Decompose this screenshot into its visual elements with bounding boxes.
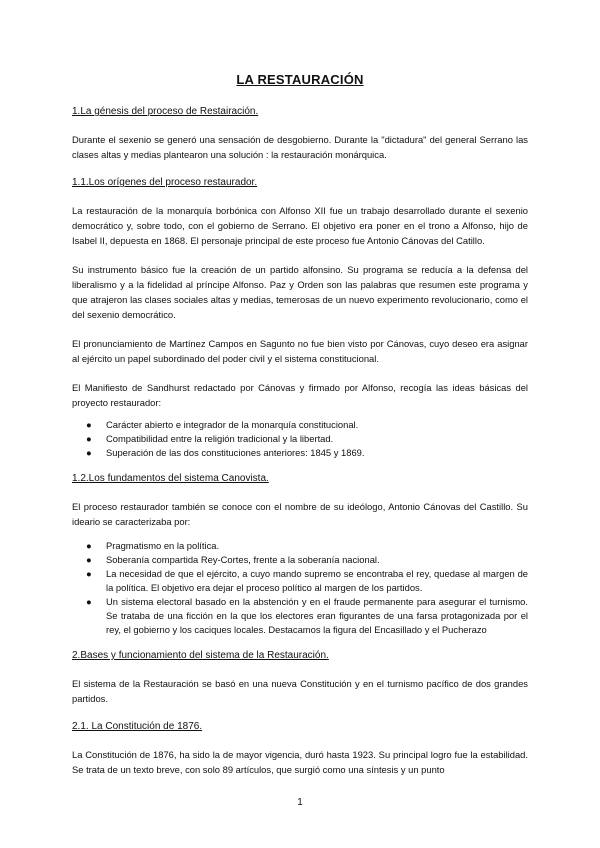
heading-genesis: 1.La génesis del proceso de Restairación. xyxy=(72,106,259,117)
document-title: LA RESTAURACIÓN xyxy=(236,72,364,87)
paragraph: La restauración de la monarquía borbónica con Alfonso XII fue un trabajo desarrollado durante el sexenio democrático y, sobre todo, con el gobierno de Serrano. El objetivo era poner en el trono a Alfonso, hijo de Isabel II, depuesta en 1868. El personaje principal de este proceso fue Antonio Cánovas del Catillo. xyxy=(72,205,528,246)
heading-fundamentos: 1.2.Los fundamentos del sistema Canovista. xyxy=(72,473,269,484)
heading-bases: 2.Bases y funcionamiento del sistema de la Restauración. xyxy=(72,650,329,661)
paragraph: El sistema de la Restauración se basó en una nueva Constitución y en el turnismo pacífico de dos grandes partidos. xyxy=(72,678,528,704)
paragraph: Durante el sexenio se generó una sensación de desgobierno. Durante la "dictadura" del general Serrano las clases altas y medias plantearon una solución : la restauración monárquica. xyxy=(72,134,528,160)
bullet-icon: ● xyxy=(86,540,92,551)
list-item: ● Superación de las dos constituciones anteriores: 1845 y 1869. xyxy=(86,447,365,458)
bullet-list-sandhurst xyxy=(72,418,528,460)
paragraph: El proceso restaurador también se conoce con el nombre de su ideólogo, Antonio Cánovas del Castillo. Su ideario se caracterizaba por: xyxy=(72,501,528,527)
paragraph: El Manifiesto de Sandhurst redactado por Cánovas y firmado por Alfonso, recogía las ideas básicas del proyecto restaurador: xyxy=(72,382,528,408)
paragraph: Su instrumento básico fue la creación de un partido alfonsino. Su programa se reducía a la defensa del liberalismo y a la fidelidad al príncipe Alfonso. Paz y Orden son las palabras que resumen este programa y que atrajeron las clases sociales altas y medias, temerosas de un nuevo experimento revolucionario, como el del sexenio democrático. xyxy=(72,264,528,320)
list-item: ● Pragmatismo en la política. xyxy=(86,540,220,551)
list-item: ● Soberanía compartida Rey-Cortes, frente a la soberanía nacional. xyxy=(86,554,380,565)
bullet-list-ideario xyxy=(72,539,528,637)
paragraph: La Constitución de 1876, ha sido la de mayor vigencia, duró hasta 1923. Su principal logro fue la estabilidad. Se trata de un texto breve, con solo 89 artículos, que surgió como una síntesis y un punto xyxy=(72,749,528,775)
paragraph: El pronunciamiento de Martínez Campos en Sagunto no fue bien visto por Cánovas, cuyo deseo era asignar al ejército un papel subordinado del poder civil y el sistema constitucional. xyxy=(72,338,528,364)
page-number: 1 xyxy=(297,797,303,808)
list-item: ● Un sistema electoral basado en la abstención y en el fraude permanente para asegurar el turnismo. Se trataba de una ficción en la que los electores eran figurantes de una farsa protagonizada por el rey, el gobierno y los caciques locales. Destacamos la figura del Encasillado y el Pucherazo xyxy=(86,596,528,635)
heading-constitucion: 2.1. La Constitución de 1876. xyxy=(72,721,203,732)
list-item: ● Compatibilidad entre la religión tradicional y la libertad. xyxy=(86,433,334,444)
bullet-icon: ● xyxy=(86,419,92,430)
bullet-icon: ● xyxy=(86,447,92,458)
bullet-icon: ● xyxy=(86,433,92,444)
list-item: ● Carácter abierto e integrador de la monarquía constitucional. xyxy=(86,419,359,430)
bullet-icon: ● xyxy=(86,568,92,579)
heading-origenes: 1.1.Los orígenes del proceso restaurador. xyxy=(72,177,258,188)
bullet-icon: ● xyxy=(86,554,92,565)
bullet-icon: ● xyxy=(86,596,92,607)
list-item: ● La necesidad de que el ejército, a cuyo mando supremo se encontraba el rey, quedase al margen de la política. El objetivo era dejar el proceso político al margen de los partidos. xyxy=(86,568,528,593)
